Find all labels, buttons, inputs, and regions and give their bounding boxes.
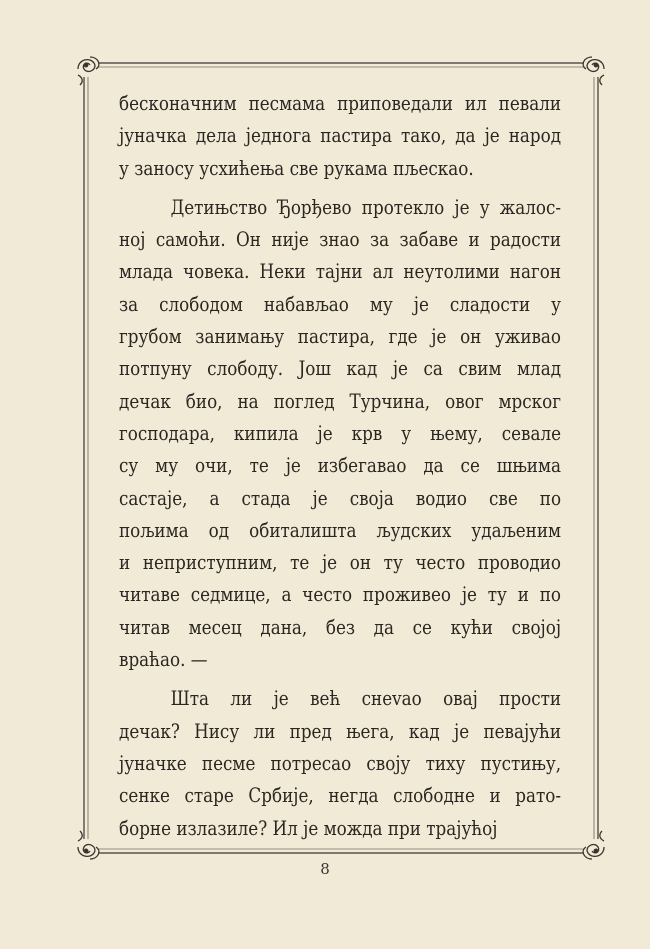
text-line: враћао. — [119,648,208,672]
text-line: за слободом набављао му је сладости у [119,292,562,316]
text-line: дечак био, на поглед Турчина, овог мрског [119,389,562,413]
page-number: 8 [320,860,330,878]
paragraph [119,192,561,676]
text-line: пољима од обиталишта људских удаљеним [119,518,562,542]
text-line: у заносу усхићења све рукама пљескао. [119,156,474,180]
text-line: читав месец дана, без да се кући својој [119,615,562,639]
text-line: бесконачним песмама приповедали ил певали [119,92,562,115]
paragraph-gap [119,185,561,192]
paragraph [119,88,561,185]
text-line: млада човека. Неки тајни ал неутолими нагон [119,260,562,284]
text-line: потпуну слободу. Још кад је са свим млад [119,357,562,381]
corner-ornament-bottom-left [78,831,99,859]
paragraph-gap [119,676,561,683]
text-line: јуначке песме потресао своју тиху пустињу, [119,751,562,775]
corner-ornament-bottom-right [583,831,604,859]
text-line: дечак? Нису ли пред њега, кад је певајући [119,719,562,743]
body-text [119,88,562,845]
text-line: Детињство Ђорђево протекло је у жалос- [170,195,562,219]
text-line: Шта ли је већ снevao овај прости [170,687,562,711]
text-line: читаве седмице, а често проживео је ту и по [119,583,562,607]
paragraph [119,683,561,844]
corner-ornament-top-right [583,57,604,85]
text-line: ној самоћи. Он није знао за забаве и радости [119,228,562,252]
text-line: и неприступним, те је он ту често проводио [119,551,562,575]
text-line: састаје, а стада је своја водио све по [119,486,562,510]
text-line: борне излазиле? Ил је можда при трајућој [119,816,498,840]
text-line: јуначка дела једнога пастира тако, да је народ [119,124,562,148]
text-line: су му очи, те је избегавао да се шњима [119,454,562,478]
text-line: господара, кипила је крв у њему, севале [119,421,562,445]
text-line: грубом занимању пастира, где је он уживао [119,325,562,349]
text-line: сенке старе Србије, негда слободне и рато- [119,784,562,808]
corner-ornament-top-left [78,57,99,85]
